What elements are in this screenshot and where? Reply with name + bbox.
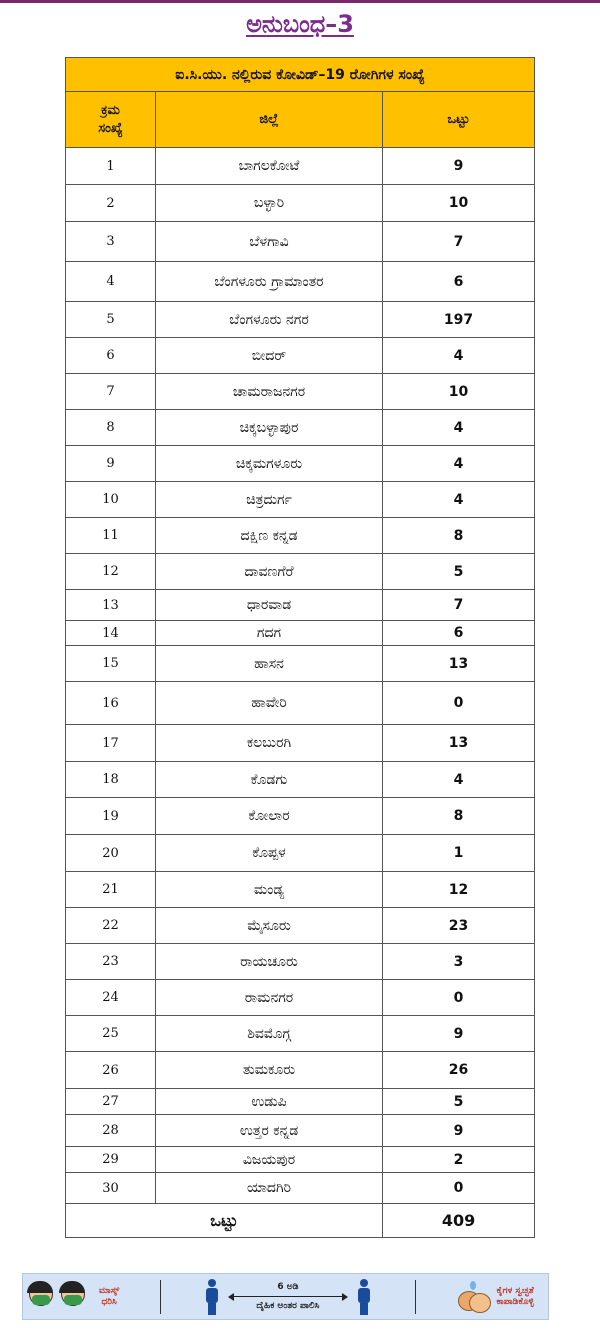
row-district: ಶಿವಮೊಗ್ಗ [156, 1016, 383, 1052]
total-row [66, 1204, 535, 1238]
table-row [66, 872, 535, 908]
mask-text-line1: ಮಾಸ್ಕ್ [99, 1285, 120, 1296]
row-count: 2 [383, 1147, 535, 1173]
col-header-total: ಒಟ್ಟು [383, 92, 535, 148]
row-count: 0 [383, 1173, 535, 1204]
masked-face-icon [27, 1282, 55, 1312]
row-district: ಮಂಡ್ಯ [156, 872, 383, 908]
row-count: 8 [383, 518, 535, 554]
distance-label: 6 ಅಡಿ [277, 1281, 299, 1292]
row-sl-number: 20 [66, 835, 156, 872]
row-sl-number: 24 [66, 980, 156, 1016]
row-count: 7 [383, 222, 535, 262]
icu-covid-table [65, 57, 535, 1238]
row-district: ಬೆಂಗಳೂರು ಗ್ರಾಮಾಂತರ [156, 262, 383, 302]
row-district: ಕೊಪ್ಪಳ [156, 835, 383, 872]
row-count: 9 [383, 1115, 535, 1147]
row-count: 0 [383, 980, 535, 1016]
row-district: ವಿಜಯಪುರ [156, 1147, 383, 1173]
table-row [66, 446, 535, 482]
total-label: ಒಟ್ಟು [66, 1204, 383, 1238]
row-count: 13 [383, 646, 535, 682]
row-sl-number: 25 [66, 1016, 156, 1052]
table-row [66, 338, 535, 374]
row-district: ಧಾರವಾಡ [156, 590, 383, 621]
row-sl-number: 19 [66, 798, 156, 835]
hand-wash-advice [456, 1274, 547, 1319]
table-row [66, 980, 535, 1016]
page-title: ಅನುಬಂಧ–3 [246, 10, 354, 38]
table-row [66, 302, 535, 338]
total-value: 409 [383, 1204, 535, 1238]
distance-advice [201, 1274, 375, 1319]
health-advisory-banner [22, 1273, 549, 1320]
double-arrow-icon [228, 1293, 348, 1301]
row-sl-number: 1 [66, 148, 156, 185]
table-row [66, 185, 535, 222]
col-header-sl-line2: ಸಂಖ್ಯೆ [98, 120, 123, 136]
mask-text [99, 1286, 119, 1308]
row-district: ಬೆಂಗಳೂರು ನಗರ [156, 302, 383, 338]
hand-wash-text [496, 1286, 533, 1308]
row-count: 5 [383, 554, 535, 590]
row-district: ಕೊಡಗು [156, 762, 383, 798]
row-sl-number: 30 [66, 1173, 156, 1204]
table-row [66, 1147, 535, 1173]
top-border [0, 0, 600, 3]
row-district: ದಾವಣಗೆರೆ [156, 554, 383, 590]
row-sl-number: 15 [66, 646, 156, 682]
row-count: 3 [383, 944, 535, 980]
mask-text-line2: ಧರಿಸಿ [101, 1296, 117, 1307]
table-row [66, 590, 535, 621]
row-district: ಉಡುಪಿ [156, 1089, 383, 1115]
table-row [66, 222, 535, 262]
divider [415, 1280, 416, 1314]
row-sl-number: 2 [66, 185, 156, 222]
row-sl-number: 13 [66, 590, 156, 621]
hand-wash-text-line2: ಕಾಪಾಡಿಕೊಳ್ಳಿ [496, 1296, 534, 1307]
table-row [66, 762, 535, 798]
table-row [66, 148, 535, 185]
row-sl-number: 17 [66, 725, 156, 762]
row-count: 9 [383, 1016, 535, 1052]
col-header-sl [66, 92, 156, 148]
row-count: 10 [383, 374, 535, 410]
row-sl-number: 18 [66, 762, 156, 798]
row-count: 13 [383, 725, 535, 762]
row-sl-number: 21 [66, 872, 156, 908]
row-district: ಚಿತ್ರದುರ್ಗ [156, 482, 383, 518]
masked-face-icon [59, 1282, 87, 1312]
table-row [66, 1052, 535, 1089]
table-row [66, 725, 535, 762]
row-district: ಬಾಗಲಕೋಟೆ [156, 148, 383, 185]
row-sl-number: 3 [66, 222, 156, 262]
row-district: ಉತ್ತರ ಕನ್ನಡ [156, 1115, 383, 1147]
row-sl-number: 9 [66, 446, 156, 482]
table-row [66, 554, 535, 590]
row-sl-number: 27 [66, 1089, 156, 1115]
table-row [66, 518, 535, 554]
mask-advice [23, 1274, 119, 1319]
table-row [66, 908, 535, 944]
row-sl-number: 7 [66, 374, 156, 410]
table-heading: ಐ.ಸಿ.ಯು. ನಲ್ಲಿರುವ ಕೋವಿಡ್–19 ರೋಗಿಗಳ ಸಂಖ್ಯೆ [66, 58, 535, 92]
row-district: ಕೋಲಾರ [156, 798, 383, 835]
row-count: 6 [383, 262, 535, 302]
row-sl-number: 10 [66, 482, 156, 518]
table-row [66, 1089, 535, 1115]
row-sl-number: 23 [66, 944, 156, 980]
row-district: ಬೆಳಗಾವಿ [156, 222, 383, 262]
distance-text: ದೈಹಿಕ ಅಂತರ ಪಾಲಿಸಿ [256, 1300, 320, 1311]
row-sl-number: 4 [66, 262, 156, 302]
row-sl-number: 16 [66, 682, 156, 725]
row-district: ಮೈಸೂರು [156, 908, 383, 944]
row-count: 4 [383, 762, 535, 798]
row-district: ಬಳ್ಳಾರಿ [156, 185, 383, 222]
col-header-sl-line1: ಕ್ರಮ [101, 102, 120, 118]
hand-wash-icon [456, 1281, 492, 1313]
row-count: 23 [383, 908, 535, 944]
row-district: ಹಾಸನ [156, 646, 383, 682]
row-sl-number: 6 [66, 338, 156, 374]
table-row [66, 944, 535, 980]
row-district: ಯಾದಗಿರಿ [156, 1173, 383, 1204]
col-header-district: ಜಿಲ್ಲೆ [156, 92, 383, 148]
table-row [66, 798, 535, 835]
row-count: 9 [383, 148, 535, 185]
person-icon [205, 1279, 219, 1315]
hand-wash-text-line1: ಕೈಗಳ ಸ್ವಚ್ಛತೆ [496, 1285, 534, 1296]
row-district: ಗದಗ [156, 621, 383, 646]
row-count: 4 [383, 446, 535, 482]
table-row [66, 410, 535, 446]
table-row [66, 1173, 535, 1204]
table-row [66, 482, 535, 518]
person-icon [357, 1279, 371, 1315]
row-district: ತುಮಕೂರು [156, 1052, 383, 1089]
row-district: ಬೀದರ್ [156, 338, 383, 374]
row-district: ಹಾವೇರಿ [156, 682, 383, 725]
row-count: 7 [383, 590, 535, 621]
row-sl-number: 12 [66, 554, 156, 590]
table-row [66, 682, 535, 725]
table-row [66, 262, 535, 302]
row-sl-number: 26 [66, 1052, 156, 1089]
row-count: 4 [383, 482, 535, 518]
divider [160, 1280, 161, 1314]
table-row [66, 621, 535, 646]
table-row [66, 1115, 535, 1147]
row-count: 4 [383, 338, 535, 374]
row-count: 0 [383, 682, 535, 725]
row-district: ರಾಯಚೂರು [156, 944, 383, 980]
row-count: 4 [383, 410, 535, 446]
row-count: 197 [383, 302, 535, 338]
row-count: 8 [383, 798, 535, 835]
row-count: 5 [383, 1089, 535, 1115]
row-district: ಚಿಕ್ಕಬಳ್ಳಾಪುರ [156, 410, 383, 446]
table-row [66, 835, 535, 872]
row-count: 1 [383, 835, 535, 872]
row-district: ಕಲಬುರಗಿ [156, 725, 383, 762]
row-sl-number: 11 [66, 518, 156, 554]
row-sl-number: 8 [66, 410, 156, 446]
row-count: 6 [383, 621, 535, 646]
row-district: ಚಿಕ್ಕಮಗಳೂರು [156, 446, 383, 482]
row-sl-number: 22 [66, 908, 156, 944]
row-count: 26 [383, 1052, 535, 1089]
row-sl-number: 14 [66, 621, 156, 646]
row-sl-number: 28 [66, 1115, 156, 1147]
row-count: 12 [383, 872, 535, 908]
row-district: ಚಾಮರಾಜನಗರ [156, 374, 383, 410]
table-row [66, 374, 535, 410]
row-district: ದಕ್ಷಿಣ ಕನ್ನಡ [156, 518, 383, 554]
row-sl-number: 5 [66, 302, 156, 338]
table-row [66, 646, 535, 682]
row-count: 10 [383, 185, 535, 222]
row-district: ರಾಮನಗರ [156, 980, 383, 1016]
table-row [66, 1016, 535, 1052]
row-sl-number: 29 [66, 1147, 156, 1173]
